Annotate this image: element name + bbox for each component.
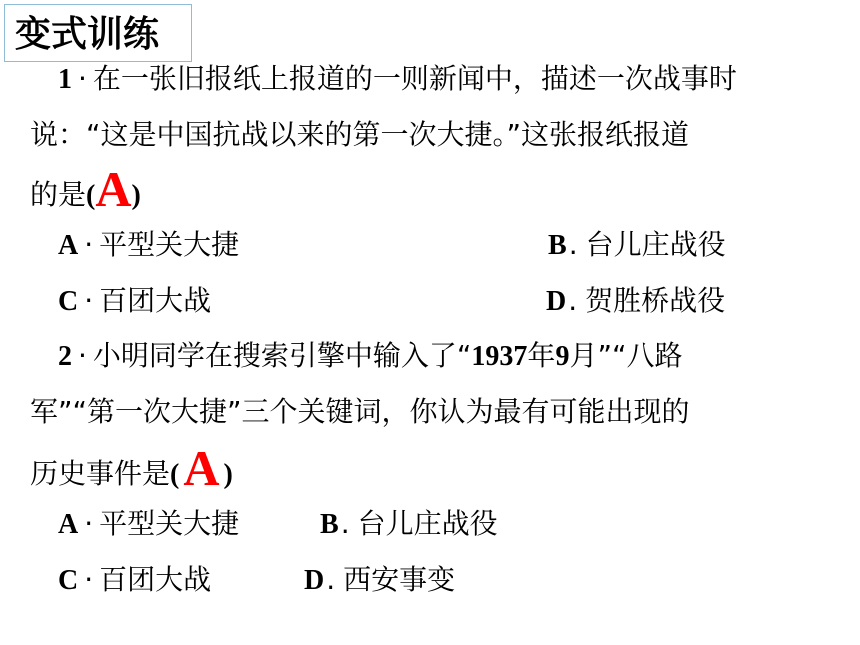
q1-option-b-letter: B <box>548 230 567 261</box>
q2-year: 1937 <box>471 341 528 372</box>
q1-line-3 <box>30 161 141 217</box>
q2-option-d-sep: . <box>326 563 336 596</box>
q2-option-c-letter: C <box>58 565 79 596</box>
q1-option-c <box>58 281 211 322</box>
q1-option-b <box>548 225 726 266</box>
q2-text-line-1b: 年 <box>527 339 556 372</box>
q2-text-line-2: 军”“第一次大捷”三个关键词，你认为最有可能出现的 <box>30 395 690 428</box>
q1-option-c-sep: · <box>84 284 94 317</box>
q2-option-c-sep: · <box>84 563 94 596</box>
q1-option-c-text: 百团大战 <box>99 284 212 317</box>
q1-option-b-text: 台儿庄战役 <box>585 228 726 261</box>
q2-option-a-text: 平型关大捷 <box>99 507 240 540</box>
q1-number-sep: · <box>78 62 87 95</box>
q1-answer: A <box>95 161 132 217</box>
q1-option-d-letter: D <box>546 286 567 317</box>
q2-month: 9 <box>555 341 570 372</box>
q2-line-1 <box>58 336 682 377</box>
q1-line-2 <box>30 115 689 155</box>
q1-option-d <box>546 281 725 322</box>
q2-option-c <box>58 560 211 601</box>
q2-paren-close: ) <box>223 459 233 490</box>
q1-option-a-sep: · <box>84 228 94 261</box>
q1-number: 1 <box>58 64 72 95</box>
q1-text-line-3: 的是 <box>30 178 87 211</box>
q2-paren-open: ( <box>170 459 180 490</box>
q1-option-a-letter: A <box>58 230 79 261</box>
q1-text-line-1: 在一张旧报纸上报道的一则新闻中，描述一次战事时 <box>92 62 737 95</box>
q2-option-c-text: 百团大战 <box>99 563 212 596</box>
q2-option-b-text: 台儿庄战役 <box>357 507 498 540</box>
q2-option-a <box>58 504 239 545</box>
q2-option-d-text: 西安事变 <box>343 563 456 596</box>
q2-option-a-sep: · <box>84 507 94 540</box>
q2-line-3 <box>30 440 233 496</box>
q2-option-b-letter: B <box>320 509 339 540</box>
q2-line-2 <box>30 392 690 432</box>
q2-option-b <box>320 504 498 545</box>
q2-option-a-letter: A <box>58 509 79 540</box>
q2-text-line-1c: 月”“八路 <box>569 339 683 372</box>
section-title: 变式训练 <box>15 14 160 55</box>
q1-option-c-letter: C <box>58 286 79 317</box>
q1-option-a <box>58 225 239 266</box>
q2-text-line-3: 历史事件是 <box>30 457 171 490</box>
section-title-box <box>4 4 192 62</box>
q1-option-b-sep: . <box>568 228 578 261</box>
q2-option-b-sep: . <box>340 507 350 540</box>
q2-number: 2 <box>58 341 72 372</box>
q1-line-1 <box>58 59 737 100</box>
q1-option-a-text: 平型关大捷 <box>99 228 240 261</box>
q2-answer: A <box>183 440 220 496</box>
q1-option-d-text: 贺胜桥战役 <box>585 284 726 317</box>
q1-option-d-sep: . <box>568 284 578 317</box>
q1-paren-close: ) <box>131 180 141 211</box>
q2-option-d-letter: D <box>304 565 325 596</box>
q2-text-line-1a: 小明同学在搜索引擎中输入了“ <box>92 339 472 372</box>
q2-number-sep: · <box>78 339 87 372</box>
q1-paren-open: ( <box>86 180 96 211</box>
q1-text-line-2: 说：“这是中国抗战以来的第一次大捷。”这张报纸报道 <box>30 118 690 151</box>
q2-option-d <box>304 560 455 601</box>
